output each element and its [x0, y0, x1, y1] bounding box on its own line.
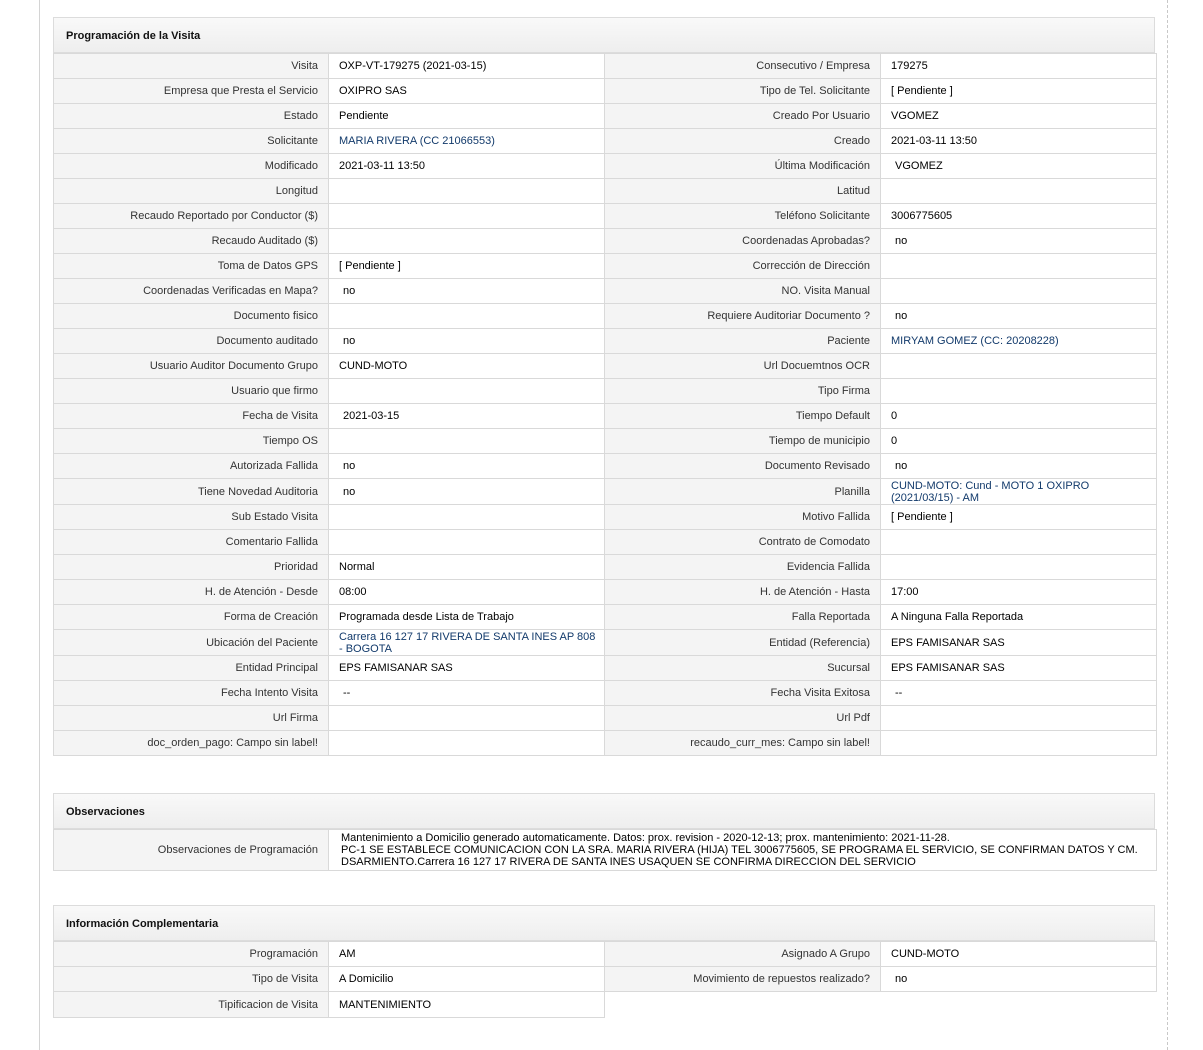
table-row — [54, 992, 1157, 1018]
field-value: no — [329, 279, 605, 304]
field-label: Documento auditado — [54, 329, 329, 354]
field-value: VGOMEZ — [881, 104, 1157, 129]
field-value: no — [329, 329, 605, 354]
field-value: 2021-03-11 13:50 — [881, 129, 1157, 154]
observaciones-title: Observaciones — [53, 793, 1155, 829]
field-value: OXP-VT-179275 (2021-03-15) — [329, 54, 605, 79]
table-row — [54, 656, 1157, 681]
field-label: Usuario que firmo — [54, 379, 329, 404]
field-label: Requiere Auditoriar Documento ? — [605, 304, 881, 329]
field-value: MARIA RIVERA (CC 21066553) — [329, 129, 605, 154]
field-label: Contrato de Comodato — [605, 530, 881, 555]
table-row — [54, 404, 1157, 429]
field-label: Programación — [54, 942, 329, 967]
empty-cell — [605, 992, 881, 1018]
field-label: Documento fisico — [54, 304, 329, 329]
field-value — [329, 731, 605, 756]
field-value: no — [329, 479, 605, 505]
table-row — [54, 379, 1157, 404]
field-label: Asignado A Grupo — [605, 942, 881, 967]
field-value: no — [881, 967, 1157, 992]
field-label: Tipo Firma — [605, 379, 881, 404]
complementaria-panel — [53, 905, 1155, 1018]
field-value: no — [329, 454, 605, 479]
field-label: Url Pdf — [605, 706, 881, 731]
field-value: Carrera 16 127 17 RIVERA DE SANTA INES AP 808 - BOGOTA — [329, 630, 605, 656]
field-label: recaudo_curr_mes: Campo sin label! — [605, 731, 881, 756]
field-label: Entidad (Referencia) — [605, 630, 881, 656]
table-row — [54, 54, 1157, 79]
field-label: Estado — [54, 104, 329, 129]
field-label: Corrección de Dirección — [605, 254, 881, 279]
table-row — [54, 204, 1157, 229]
field-label: Url Docuemtnos OCR — [605, 354, 881, 379]
field-label: Longitud — [54, 179, 329, 204]
field-label: Tipificacion de Visita — [54, 992, 329, 1018]
table-row — [54, 505, 1157, 530]
table-row — [54, 154, 1157, 179]
field-label: Fecha Intento Visita — [54, 681, 329, 706]
field-value: EPS FAMISANAR SAS — [329, 656, 605, 681]
field-value — [881, 706, 1157, 731]
field-value: Pendiente — [329, 104, 605, 129]
field-value: MANTENIMIENTO — [329, 992, 605, 1018]
complementaria-title: Información Complementaria — [53, 905, 1155, 941]
table-row — [54, 555, 1157, 580]
field-value: CUND-MOTO — [329, 354, 605, 379]
table-row — [54, 329, 1157, 354]
observaciones-text: Mantenimiento a Domicilio generado automaticamente. Datos: prox. revision - 2020-12-13; prox. mantenimiento: 2021-11-28. PC-1 SE ESTABLECE COMUNICACION CON LA SRA. MARIA RIVERA (HIJA) TEL 3006775605, SE PROGRAMA EL SERVICIO, SE CONFIRMAN DATOS Y CM. DSARMIENTO.Carrera 16 127 17 RIVERA DE SANTA INES USAQUEN SE CONFIRMA DIRECCION DEL SERVICIO — [329, 830, 1157, 871]
field-label: Movimiento de repuestos realizado? — [605, 967, 881, 992]
field-label: H. de Atención - Desde — [54, 580, 329, 605]
field-label: Sucursal — [605, 656, 881, 681]
table-row — [54, 731, 1157, 756]
complementaria-table — [53, 941, 1157, 1018]
table-row — [54, 830, 1157, 871]
field-label: Falla Reportada — [605, 605, 881, 630]
table-row — [54, 229, 1157, 254]
field-label: H. de Atención - Hasta — [605, 580, 881, 605]
field-label: Motivo Fallida — [605, 505, 881, 530]
field-value: Normal — [329, 555, 605, 580]
table-row — [54, 479, 1157, 505]
field-value: -- — [329, 681, 605, 706]
field-value — [881, 254, 1157, 279]
field-value: A Ninguna Falla Reportada — [881, 605, 1157, 630]
field-label: Comentario Fallida — [54, 530, 329, 555]
table-row — [54, 580, 1157, 605]
table-row — [54, 354, 1157, 379]
field-value: 08:00 — [329, 580, 605, 605]
field-label: Solicitante — [54, 129, 329, 154]
field-value: [ Pendiente ] — [329, 254, 605, 279]
field-label: Tiempo Default — [605, 404, 881, 429]
field-value — [329, 530, 605, 555]
field-label: Tiene Novedad Auditoria — [54, 479, 329, 505]
table-row — [54, 79, 1157, 104]
field-label: Documento Revisado — [605, 454, 881, 479]
field-value: 2021-03-11 13:50 — [329, 154, 605, 179]
left-border-line — [39, 0, 40, 1050]
field-label: Autorizada Fallida — [54, 454, 329, 479]
programacion-title: Programación de la Visita — [53, 17, 1155, 53]
field-label: Ubicación del Paciente — [54, 630, 329, 656]
field-label: Teléfono Solicitante — [605, 204, 881, 229]
field-label: Consecutivo / Empresa — [605, 54, 881, 79]
table-row — [54, 254, 1157, 279]
field-label: Tiempo de municipio — [605, 429, 881, 454]
field-label: Visita — [54, 54, 329, 79]
field-value: EPS FAMISANAR SAS — [881, 656, 1157, 681]
field-label: Usuario Auditor Documento Grupo — [54, 354, 329, 379]
field-label: NO. Visita Manual — [605, 279, 881, 304]
table-row — [54, 530, 1157, 555]
field-label: Tiempo OS — [54, 429, 329, 454]
field-value: A Domicilio — [329, 967, 605, 992]
table-row — [54, 706, 1157, 731]
field-value — [329, 229, 605, 254]
field-label: Recaudo Reportado por Conductor ($) — [54, 204, 329, 229]
table-row — [54, 454, 1157, 479]
programacion-table — [53, 53, 1157, 756]
field-value: [ Pendiente ] — [881, 79, 1157, 104]
field-label: Coordenadas Aprobadas? — [605, 229, 881, 254]
field-label: Última Modificación — [605, 154, 881, 179]
right-dashed-border — [1167, 0, 1168, 1050]
field-label: Sub Estado Visita — [54, 505, 329, 530]
table-row — [54, 681, 1157, 706]
field-value — [329, 204, 605, 229]
field-label: Creado — [605, 129, 881, 154]
field-label: Fecha de Visita — [54, 404, 329, 429]
field-value: MIRYAM GOMEZ (CC: 20208228) — [881, 329, 1157, 354]
field-value: OXIPRO SAS — [329, 79, 605, 104]
field-value — [329, 304, 605, 329]
field-label: Forma de Creación — [54, 605, 329, 630]
table-row — [54, 630, 1157, 656]
field-value: 2021-03-15 — [329, 404, 605, 429]
field-label: Prioridad — [54, 555, 329, 580]
empty-cell — [881, 992, 1157, 1018]
field-value: CUND-MOTO: Cund - MOTO 1 OXIPRO (2021/03/15) - AM — [881, 479, 1157, 505]
table-row — [54, 429, 1157, 454]
field-value: [ Pendiente ] — [881, 505, 1157, 530]
field-value: 0 — [881, 429, 1157, 454]
table-row — [54, 942, 1157, 967]
field-value — [881, 279, 1157, 304]
field-label: Fecha Visita Exitosa — [605, 681, 881, 706]
field-label: Tipo de Tel. Solicitante — [605, 79, 881, 104]
table-row — [54, 104, 1157, 129]
field-value — [881, 555, 1157, 580]
programacion-panel — [53, 17, 1155, 756]
table-row — [54, 967, 1157, 992]
field-label: Url Firma — [54, 706, 329, 731]
table-row — [54, 605, 1157, 630]
field-value: 17:00 — [881, 580, 1157, 605]
field-value — [881, 179, 1157, 204]
field-label: Evidencia Fallida — [605, 555, 881, 580]
field-value — [329, 505, 605, 530]
table-row — [54, 279, 1157, 304]
observaciones-table — [53, 829, 1157, 871]
field-value: EPS FAMISANAR SAS — [881, 630, 1157, 656]
field-value — [881, 354, 1157, 379]
field-label: Creado Por Usuario — [605, 104, 881, 129]
field-label: Paciente — [605, 329, 881, 354]
field-label: Coordenadas Verificadas en Mapa? — [54, 279, 329, 304]
field-value: no — [881, 454, 1157, 479]
field-label: Latitud — [605, 179, 881, 204]
field-value: no — [881, 304, 1157, 329]
field-label: Toma de Datos GPS — [54, 254, 329, 279]
field-value — [329, 429, 605, 454]
field-label: Empresa que Presta el Servicio — [54, 79, 329, 104]
field-value: 3006775605 — [881, 204, 1157, 229]
field-value: CUND-MOTO — [881, 942, 1157, 967]
field-label: Entidad Principal — [54, 656, 329, 681]
field-value — [881, 731, 1157, 756]
field-value: Programada desde Lista de Trabajo — [329, 605, 605, 630]
field-label: Planilla — [605, 479, 881, 505]
table-row — [54, 129, 1157, 154]
observaciones-panel — [53, 793, 1155, 871]
field-value: no — [881, 229, 1157, 254]
field-value — [329, 379, 605, 404]
field-value: VGOMEZ — [881, 154, 1157, 179]
field-label: doc_orden_pago: Campo sin label! — [54, 731, 329, 756]
table-row — [54, 304, 1157, 329]
observaciones-label: Observaciones de Programación — [54, 830, 329, 871]
field-label: Recaudo Auditado ($) — [54, 229, 329, 254]
field-value: AM — [329, 942, 605, 967]
field-label: Modificado — [54, 154, 329, 179]
field-value — [329, 179, 605, 204]
field-value: 179275 — [881, 54, 1157, 79]
field-label: Tipo de Visita — [54, 967, 329, 992]
field-value: 0 — [881, 404, 1157, 429]
field-value — [881, 379, 1157, 404]
field-value — [329, 706, 605, 731]
field-value — [881, 530, 1157, 555]
field-value: -- — [881, 681, 1157, 706]
table-row — [54, 179, 1157, 204]
